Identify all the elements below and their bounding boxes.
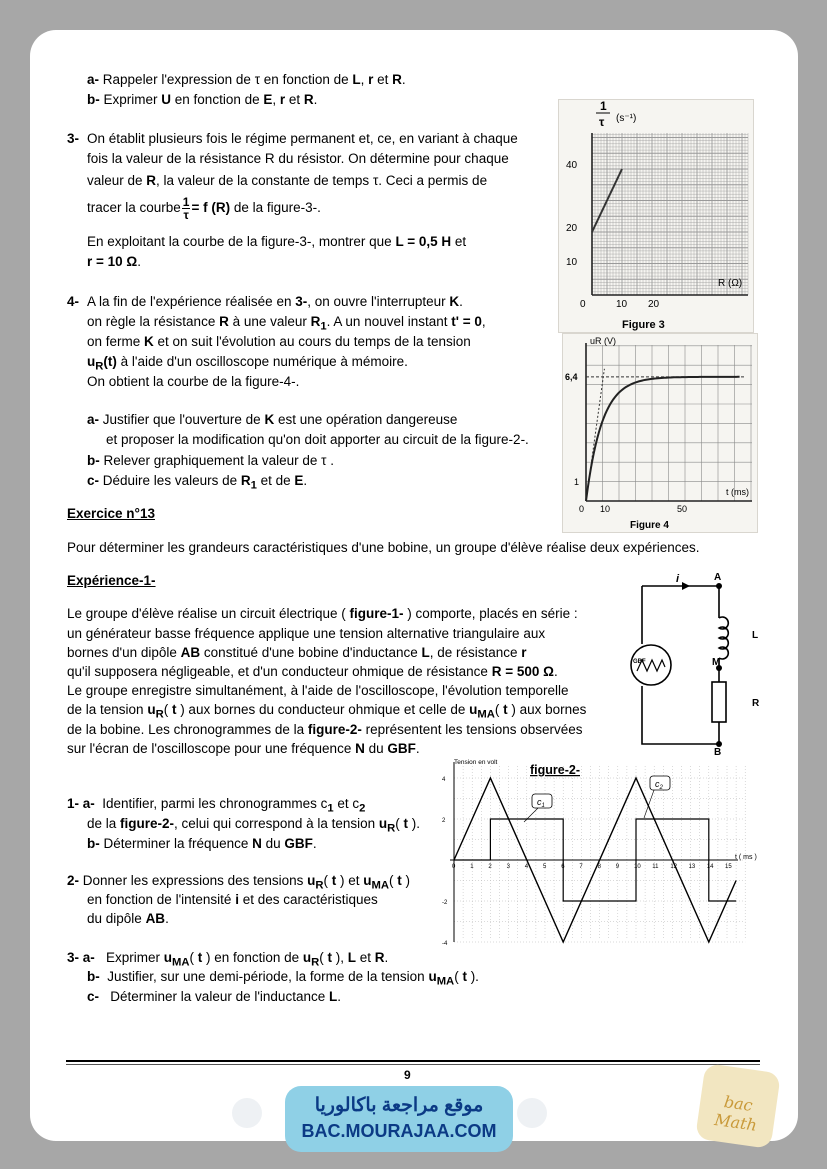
figure-2	[436, 756, 768, 946]
figure-2-xtick: 1	[470, 864, 474, 870]
figure-2-ytick: -4	[442, 941, 448, 946]
question-4-line-4: $u_R(t)$ à l'aide d'un oscilloscope numérique à mémoire.	[87, 354, 408, 373]
site-url[interactable]: BAC.MOURAJAA.COM	[301, 1121, 497, 1141]
figure-2-ytick: 4	[442, 777, 446, 783]
figure-4	[562, 333, 758, 533]
figure-4-xtick: 50	[677, 504, 688, 514]
question-3-line-6: r = 10 Ω.	[87, 254, 141, 269]
figure-2-xtick: 5	[543, 864, 547, 870]
site-logo-right-icon	[517, 1098, 547, 1128]
ex13-question-1b: b- Déterminer la fréquence N du GBF.	[87, 836, 317, 851]
figure-2-ytick: 2	[442, 818, 446, 824]
question-2b: b- Exprimer U en fonction de E, r et R.	[87, 92, 318, 107]
exp1-paragraph-line-8: sur l'écran de l'oscilloscope pour une fréquence N du GBF.	[67, 741, 420, 756]
figure-4-ylabel: uR (V)	[590, 336, 617, 346]
question-4a-line-2: et proposer la modification qu'on doit apporter au circuit de la figure-2-.	[106, 432, 529, 447]
exp1-paragraph-line-4: qu'il supposera négligeable, et d'un conducteur ohmique de résistance R = 500 Ω.	[67, 664, 558, 679]
figure-4-ytick: 6,4	[565, 372, 578, 382]
exp1-paragraph-line-6: de la tension $u_R$( t ) aux bornes du conducteur ohmique et celle de $u_{MA}$( t ) aux bornes	[67, 702, 587, 721]
figure-2-chart	[436, 756, 768, 946]
question-2a: a- Rappeler l'expression de τ en fonction de L, r et R.	[87, 72, 406, 87]
question-3-line-1: On établit plusieurs fois le régime permanent et, ce, en variant à chaque	[87, 131, 518, 146]
question-4a-line-1: a- Justifier que l'ouverture de K est une opération dangereuse	[87, 412, 458, 427]
current-arrow-icon	[682, 582, 690, 590]
question-4c: c- Déduire les valeurs de $R_1$ et de E.	[87, 473, 308, 492]
exp1-paragraph-line-1: Le groupe d'élève réalise un circuit électrique ( figure-1- ) comporte, placés en série :	[67, 606, 578, 621]
figure-2-xtick: 6	[561, 864, 565, 870]
generator-symbol	[631, 645, 671, 685]
figure-2-xlabel: t ( ms )	[735, 854, 757, 861]
figure-4-xlabel: t (ms)	[726, 487, 749, 497]
figure-2-xtick: 4	[524, 864, 529, 870]
figure-2-title: figure-2-	[530, 763, 580, 777]
figure-2-ylabel: Tension en volt	[454, 759, 498, 766]
question-3-number: 3-	[67, 131, 80, 146]
ex13-question-3a: 3- a- Exprimer $u_{MA}$( t ) en fonction de $u_R$( t ), L et R.	[67, 950, 389, 969]
exp1-paragraph-line-7: de la bobine. Les chronogrammes de la figure-2- représentent les tensions observées	[67, 722, 583, 737]
ex13-question-2-line-2: en fonction de l'intensité i et des caractéristiques	[87, 892, 378, 907]
experience-1-title: Expérience-1-	[67, 573, 156, 588]
wire-bottom	[642, 686, 719, 744]
current-label: i	[676, 573, 680, 585]
node-b-label: B	[714, 747, 722, 756]
figure-3-xlabel: R (Ω)	[718, 278, 743, 289]
figure-2-xtick: 13	[688, 864, 696, 870]
figure-2-xtick: 8	[597, 864, 601, 870]
inductor-label: L	[752, 630, 759, 641]
generator-label: GBF	[633, 659, 646, 665]
figure-2-xtick: 10	[634, 864, 641, 870]
ex13-question-2-line-3: du dipôle AB.	[87, 911, 169, 926]
exp1-paragraph-line-3: bornes d'un dipôle AB constitué d'une bobine d'inductance L, de résistance r	[67, 645, 527, 660]
question-3-line-4: tracer la courbe $\frac{1}{\tau}$ = f (R) de la figure-3-.	[87, 194, 321, 222]
question-4b: b- Relever graphiquement la valeur de τ .	[87, 453, 335, 468]
figure-3-ylabel-unit: (s⁻¹)	[616, 113, 637, 124]
node-a-label: A	[714, 572, 722, 583]
exercise-13-intro: Pour déterminer les grandeurs caractéristiques d'une bobine, un groupe d'élève réalise deux expériences.	[67, 540, 700, 555]
figure-3-ytick: 20	[566, 223, 578, 234]
ex13-question-2: 2- Donner les expressions des tensions $u_R$( t ) et $u_{MA}$( t )	[67, 873, 411, 892]
figure-3-grid	[592, 133, 748, 295]
figure-3-xtick: 10	[616, 299, 628, 310]
figure-2-xtick: 11	[652, 864, 659, 870]
site-name-arabic: موقع مراجعة باكالوريا	[314, 1095, 484, 1116]
question-4-line-3: on ferme K et on suit l'évolution au cours du temps de la tension	[87, 334, 471, 349]
question-3-line-5: En exploitant la courbe de la figure-3-, montrer que L = 0,5 H et	[87, 234, 467, 249]
ex13-question-1a: 1- a- Identifier, parmi les chronogrammes $c_1$ et $c_2$	[67, 796, 366, 815]
wire-top	[642, 586, 719, 618]
figure-2-xtick: 14	[706, 864, 714, 870]
resistor-label: R	[752, 698, 760, 709]
figure-3-ylabel-num: 1	[600, 99, 607, 113]
ex13-question-3c: c- Déterminer la valeur de l'inductance L.	[87, 989, 341, 1004]
question-4-line-5: On obtient la courbe de la figure-4-.	[87, 374, 300, 389]
inductor-coil	[719, 617, 728, 659]
figure-3-xtick: 0	[580, 299, 586, 310]
figure-3-ytick: 40	[566, 160, 578, 171]
exp1-paragraph-line-2: un générateur basse fréquence applique une tension alternative triangulaire aux	[67, 626, 546, 641]
node-m-label: M	[712, 657, 721, 668]
exp1-paragraph-line-5: Le groupe enregistre simultanément, à l'aide de l'oscilloscope, l'évolution temporelle	[67, 683, 569, 698]
figure-2-xtick: 0	[452, 864, 456, 870]
c1-label: $c_1$	[537, 797, 545, 809]
footer-rule	[66, 1060, 760, 1062]
resistor-symbol	[712, 682, 726, 722]
figure-2-grid	[454, 766, 745, 942]
footer-rule-thin	[66, 1064, 760, 1065]
figure-3-ylabel-den: τ	[599, 115, 605, 129]
c2-label: $c_2$	[655, 779, 663, 791]
figure-2-ytick: -2	[442, 900, 448, 906]
ex13-question-1a-line-2: de la figure-2-, celui qui correspond à la tension $u_R$( t ).	[87, 816, 421, 835]
figure-2-xtick: 15	[725, 864, 732, 870]
question-3-line-2: fois la valeur de la résistance R du résistor. On détermine pour chaque	[87, 151, 509, 166]
figure-2-xtick: 7	[579, 864, 583, 870]
figure-2-xtick: 12	[670, 864, 678, 870]
figure-4-grid	[586, 345, 752, 501]
site-banner[interactable]	[285, 1086, 513, 1152]
inverse-tau-fraction: $\frac{1}{\tau}$	[182, 194, 190, 222]
bac-math-logo-text: bac Math	[713, 1092, 759, 1135]
exercise-13-title: Exercice n°13	[67, 506, 155, 521]
figure-4-ytick: 1	[574, 477, 580, 487]
figure-3	[558, 99, 754, 333]
question-4-line-2: on règle la résistance R à une valeur $R_1$. A un nouvel instant t' = 0,	[87, 314, 486, 333]
figure-2-y-ticks	[442, 777, 448, 946]
circuit-diagram	[628, 572, 768, 756]
figure-4-xtick: 10	[600, 504, 611, 514]
figure-4-caption: Figure 4	[630, 520, 669, 531]
node-a-dot	[716, 583, 722, 589]
figure-2-xtick: 9	[615, 864, 620, 870]
site-logo-left-icon	[232, 1098, 262, 1128]
figure-3-xtick: 20	[648, 299, 660, 310]
circuit-figure-1	[628, 572, 768, 756]
question-4-line-1: A la fin de l'expérience réalisée en 3-, on ouvre l'interrupteur K.	[87, 294, 463, 309]
figure-3-ytick: 10	[566, 257, 578, 268]
figure-3-caption: Figure 3	[622, 319, 665, 331]
figure-2-xtick: 3	[506, 864, 510, 870]
question-3-line-3: valeur de R, la valeur de la constante de temps τ. Ceci a permis de	[87, 173, 488, 188]
page-number: 9	[404, 1068, 411, 1082]
figure-4-data-curve	[586, 377, 740, 501]
figure-2-x-ticks	[452, 864, 732, 870]
figure-3-chart	[558, 99, 754, 333]
bac-math-logo	[695, 1063, 781, 1149]
figure-2-xtick: 2	[488, 864, 492, 870]
question-4-number: 4-	[67, 294, 80, 309]
ex13-question-3b: b- Justifier, sur une demi-période, la forme de la tension $u_{MA}$( t ).	[87, 969, 479, 988]
figure-4-xtick: 0	[579, 504, 585, 514]
figure-4-chart	[562, 333, 758, 533]
